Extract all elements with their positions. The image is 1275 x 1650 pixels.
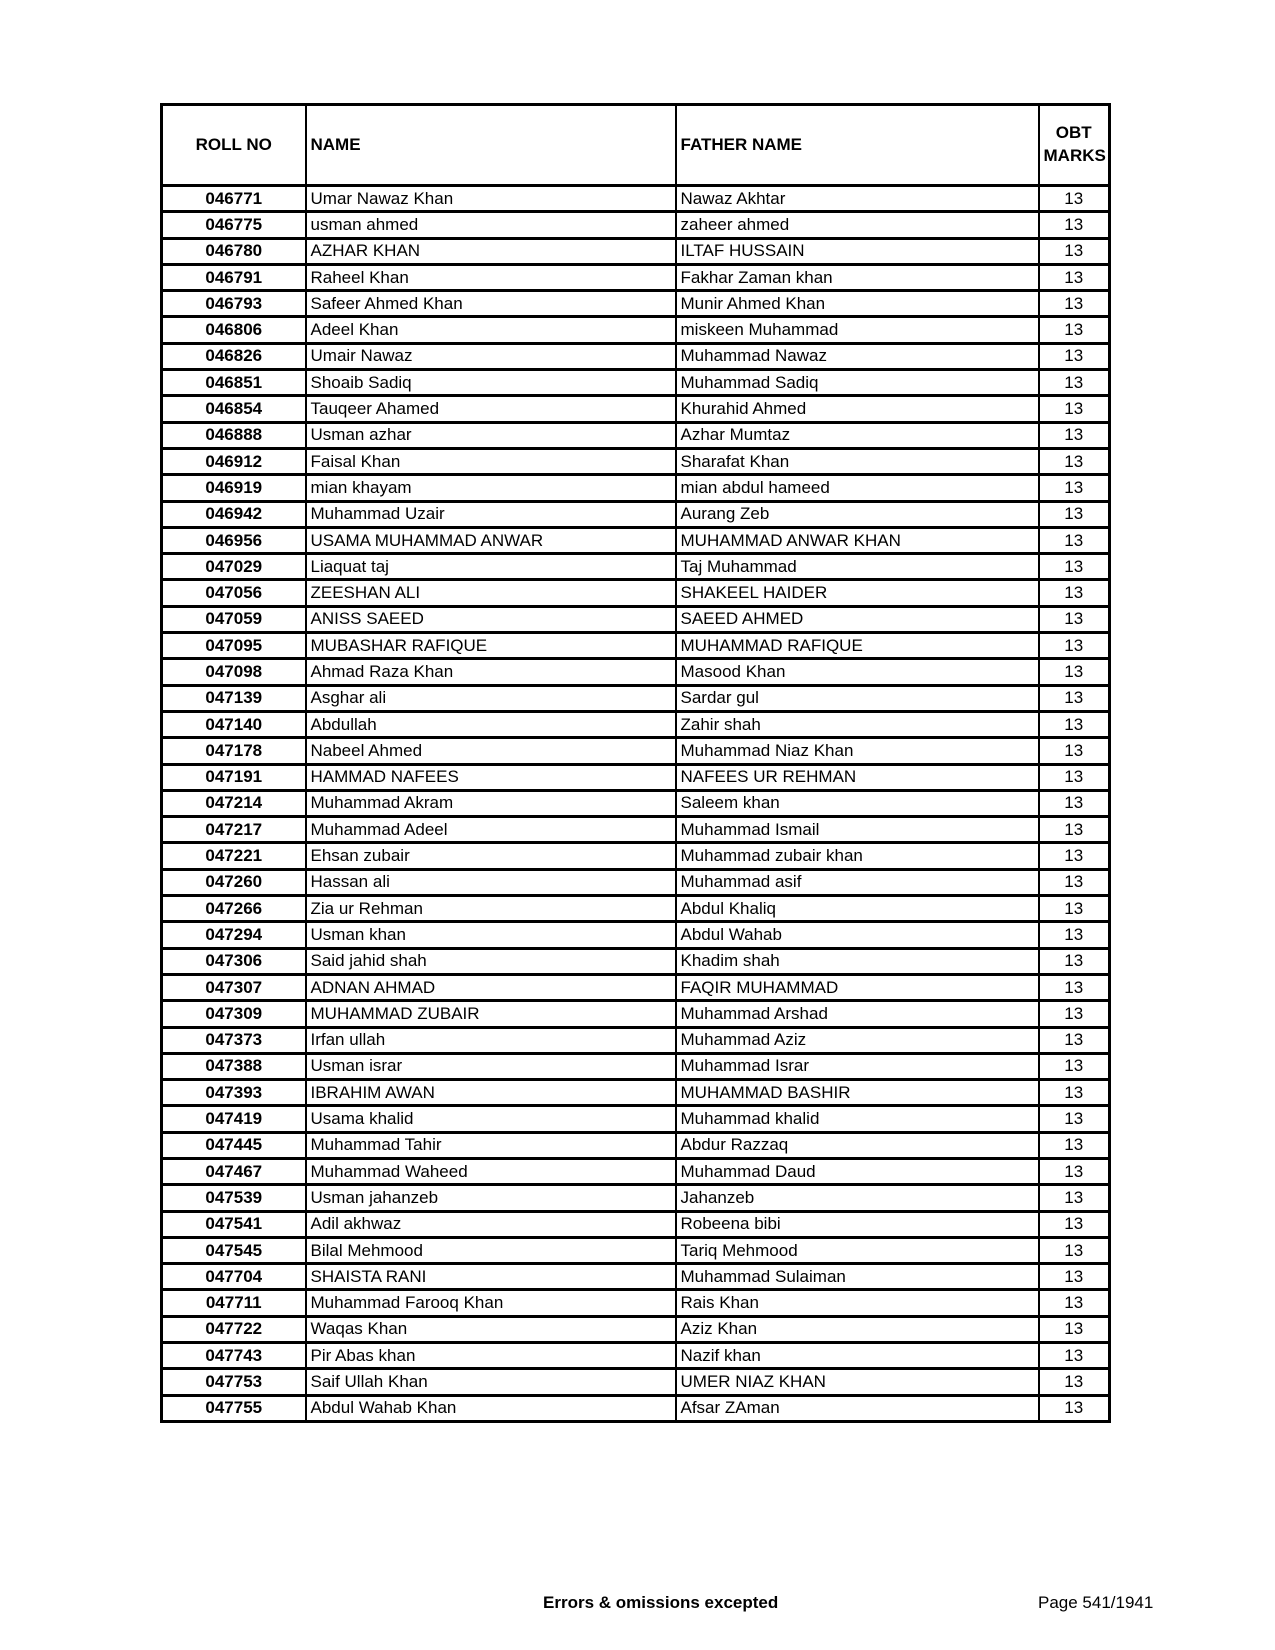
name-cell: Shoaib Sadiq <box>306 370 676 396</box>
table-header <box>162 105 1110 186</box>
father-name-cell: Muhammad Niaz Khan <box>676 738 1039 764</box>
obt-marks-cell: 13 <box>1039 764 1110 790</box>
father-name-cell: Khadim shah <box>676 948 1039 974</box>
roll-no-cell: 047309 <box>162 1001 306 1027</box>
table-row <box>162 790 1110 816</box>
obt-marks-cell: 13 <box>1039 1027 1110 1053</box>
name-cell: Asghar ali <box>306 685 676 711</box>
header-row <box>162 105 1110 186</box>
roll-no-cell: 047095 <box>162 633 306 659</box>
table-row <box>162 1080 1110 1106</box>
name-cell: Umair Nawaz <box>306 343 676 369</box>
obt-marks-cell: 13 <box>1039 1343 1110 1369</box>
obt-marks-cell: 13 <box>1039 1185 1110 1211</box>
name-cell: Muhammad Uzair <box>306 501 676 527</box>
table-row <box>162 1264 1110 1290</box>
roll-no-cell: 046912 <box>162 448 306 474</box>
father-name-cell: Aziz Khan <box>676 1316 1039 1342</box>
roll-no-cell: 047711 <box>162 1290 306 1316</box>
name-cell: Abdullah <box>306 711 676 737</box>
father-name-cell: MUHAMMAD BASHIR <box>676 1080 1039 1106</box>
roll-no-cell: 046793 <box>162 291 306 317</box>
name-cell: ADNAN AHMAD <box>306 974 676 1000</box>
table-row <box>162 317 1110 343</box>
obt-marks-cell: 13 <box>1039 843 1110 869</box>
father-name-cell: Sharafat Khan <box>676 448 1039 474</box>
roll-no-cell: 047419 <box>162 1106 306 1132</box>
table-row <box>162 659 1110 685</box>
name-cell: Ehsan zubair <box>306 843 676 869</box>
name-cell: Safeer Ahmed Khan <box>306 291 676 317</box>
obt-marks-cell: 13 <box>1039 1316 1110 1342</box>
name-cell: Faisal Khan <box>306 448 676 474</box>
name-cell: MUHAMMAD ZUBAIR <box>306 1001 676 1027</box>
table-row <box>162 1001 1110 1027</box>
father-name-cell: Khurahid Ahmed <box>676 396 1039 422</box>
father-name-cell: UMER NIAZ KHAN <box>676 1369 1039 1395</box>
name-cell: Muhammad Farooq Khan <box>306 1290 676 1316</box>
roll-no-cell: 047306 <box>162 948 306 974</box>
table-row <box>162 1395 1110 1421</box>
roll-no-cell: 046942 <box>162 501 306 527</box>
obt-marks-cell: 13 <box>1039 1395 1110 1421</box>
table-row <box>162 869 1110 895</box>
father-name-cell: Tariq Mehmood <box>676 1237 1039 1263</box>
obt-marks-cell: 13 <box>1039 896 1110 922</box>
roll-no-cell: 047214 <box>162 790 306 816</box>
roll-no-cell: 046919 <box>162 475 306 501</box>
name-cell: Nabeel Ahmed <box>306 738 676 764</box>
father-name-cell: Muhammad Aziz <box>676 1027 1039 1053</box>
header-roll-no: ROLL NO <box>162 105 306 186</box>
father-name-cell: Zahir shah <box>676 711 1039 737</box>
roll-no-cell: 047704 <box>162 1264 306 1290</box>
name-cell: Tauqeer Ahamed <box>306 396 676 422</box>
table-row <box>162 264 1110 290</box>
roll-no-cell: 046851 <box>162 370 306 396</box>
obt-marks-cell: 13 <box>1039 1290 1110 1316</box>
obt-marks-cell: 13 <box>1039 422 1110 448</box>
name-cell: IBRAHIM AWAN <box>306 1080 676 1106</box>
table-row <box>162 1106 1110 1132</box>
obt-marks-cell: 13 <box>1039 475 1110 501</box>
name-cell: AZHAR KHAN <box>306 238 676 264</box>
roll-no-cell: 047388 <box>162 1053 306 1079</box>
roll-no-cell: 047541 <box>162 1211 306 1237</box>
father-name-cell: Afsar ZAman <box>676 1395 1039 1421</box>
table-row <box>162 238 1110 264</box>
header-father-name: FATHER NAME <box>676 105 1039 186</box>
obt-marks-cell: 13 <box>1039 396 1110 422</box>
name-cell: ANISS SAEED <box>306 606 676 632</box>
name-cell: Abdul Wahab Khan <box>306 1395 676 1421</box>
obt-marks-cell: 13 <box>1039 554 1110 580</box>
name-cell: usman ahmed <box>306 212 676 238</box>
roll-no-cell: 046806 <box>162 317 306 343</box>
table-row <box>162 711 1110 737</box>
footer-note: Errors & omissions excepted <box>543 1593 779 1612</box>
father-name-cell: Saleem khan <box>676 790 1039 816</box>
obt-marks-cell: 13 <box>1039 186 1110 212</box>
roll-no-cell: 047722 <box>162 1316 306 1342</box>
name-cell: Hassan ali <box>306 869 676 895</box>
roll-no-cell: 047140 <box>162 711 306 737</box>
name-cell: Muhammad Akram <box>306 790 676 816</box>
table-body <box>162 186 1110 1422</box>
obt-marks-cell: 13 <box>1039 1237 1110 1263</box>
roll-no-cell: 047539 <box>162 1185 306 1211</box>
obt-marks-cell: 13 <box>1039 738 1110 764</box>
table-row <box>162 948 1110 974</box>
roll-no-cell: 047545 <box>162 1237 306 1263</box>
table-row <box>162 422 1110 448</box>
roll-no-cell: 047139 <box>162 685 306 711</box>
obt-marks-cell: 13 <box>1039 1369 1110 1395</box>
obt-marks-cell: 13 <box>1039 212 1110 238</box>
table-row <box>162 974 1110 1000</box>
name-cell: Ahmad Raza Khan <box>306 659 676 685</box>
obt-marks-cell: 13 <box>1039 817 1110 843</box>
table-row <box>162 527 1110 553</box>
obt-marks-cell: 13 <box>1039 1106 1110 1132</box>
roll-no-cell: 047393 <box>162 1080 306 1106</box>
obt-marks-cell: 13 <box>1039 974 1110 1000</box>
father-name-cell: Masood Khan <box>676 659 1039 685</box>
obt-marks-cell: 13 <box>1039 1080 1110 1106</box>
father-name-cell: Muhammad Sadiq <box>676 370 1039 396</box>
name-cell: Adil akhwaz <box>306 1211 676 1237</box>
obt-marks-cell: 13 <box>1039 659 1110 685</box>
table-row <box>162 1132 1110 1158</box>
table-row <box>162 896 1110 922</box>
roll-no-cell: 047059 <box>162 606 306 632</box>
obt-marks-cell: 13 <box>1039 1158 1110 1184</box>
father-name-cell: Muhammad Nawaz <box>676 343 1039 369</box>
name-cell: Usman khan <box>306 922 676 948</box>
table-row <box>162 1211 1110 1237</box>
roll-no-cell: 047755 <box>162 1395 306 1421</box>
table-row <box>162 633 1110 659</box>
roll-no-cell: 046826 <box>162 343 306 369</box>
roll-no-cell: 046854 <box>162 396 306 422</box>
obt-marks-cell: 13 <box>1039 711 1110 737</box>
father-name-cell: Taj Muhammad <box>676 554 1039 580</box>
father-name-cell: Azhar Mumtaz <box>676 422 1039 448</box>
name-cell: Usman israr <box>306 1053 676 1079</box>
name-cell: Adeel Khan <box>306 317 676 343</box>
obt-marks-cell: 13 <box>1039 1053 1110 1079</box>
roll-no-cell: 046791 <box>162 264 306 290</box>
obt-marks-cell: 13 <box>1039 448 1110 474</box>
roll-no-cell: 047056 <box>162 580 306 606</box>
roll-no-cell: 047294 <box>162 922 306 948</box>
table-row <box>162 738 1110 764</box>
roll-no-cell: 047191 <box>162 764 306 790</box>
roll-no-cell: 046780 <box>162 238 306 264</box>
name-cell: ZEESHAN ALI <box>306 580 676 606</box>
table-row <box>162 475 1110 501</box>
father-name-cell: MUHAMMAD ANWAR KHAN <box>676 527 1039 553</box>
obt-marks-cell: 13 <box>1039 527 1110 553</box>
obt-marks-cell: 13 <box>1039 291 1110 317</box>
father-name-cell: Abdur Razzaq <box>676 1132 1039 1158</box>
obt-marks-cell: 13 <box>1039 922 1110 948</box>
father-name-cell: Muhammad Sulaiman <box>676 1264 1039 1290</box>
roll-no-cell: 047373 <box>162 1027 306 1053</box>
obt-marks-cell: 13 <box>1039 238 1110 264</box>
name-cell: Muhammad Tahir <box>306 1132 676 1158</box>
name-cell: Said jahid shah <box>306 948 676 974</box>
name-cell: Zia ur Rehman <box>306 896 676 922</box>
father-name-cell: Muhammad Ismail <box>676 817 1039 843</box>
father-name-cell: MUHAMMAD RAFIQUE <box>676 633 1039 659</box>
name-cell: Waqas Khan <box>306 1316 676 1342</box>
father-name-cell: NAFEES UR REHMAN <box>676 764 1039 790</box>
father-name-cell: Muhammad zubair khan <box>676 843 1039 869</box>
name-cell: Bilal Mehmood <box>306 1237 676 1263</box>
table-row <box>162 843 1110 869</box>
table-row <box>162 922 1110 948</box>
name-cell: Usman jahanzeb <box>306 1185 676 1211</box>
father-name-cell: Muhammad Daud <box>676 1158 1039 1184</box>
table-row <box>162 212 1110 238</box>
father-name-cell: Muhammad Arshad <box>676 1001 1039 1027</box>
roll-no-cell: 047029 <box>162 554 306 580</box>
roll-no-cell: 047221 <box>162 843 306 869</box>
name-cell: Usama khalid <box>306 1106 676 1132</box>
father-name-cell: Munir Ahmed Khan <box>676 291 1039 317</box>
name-cell: Liaquat taj <box>306 554 676 580</box>
table-row <box>162 580 1110 606</box>
roll-no-cell: 047743 <box>162 1343 306 1369</box>
name-cell: mian khayam <box>306 475 676 501</box>
obt-marks-cell: 13 <box>1039 790 1110 816</box>
roll-no-cell: 047266 <box>162 896 306 922</box>
roll-no-cell: 047260 <box>162 869 306 895</box>
father-name-cell: Muhammad asif <box>676 869 1039 895</box>
obt-marks-cell: 13 <box>1039 1132 1110 1158</box>
name-cell: Pir Abas khan <box>306 1343 676 1369</box>
father-name-cell: Abdul Khaliq <box>676 896 1039 922</box>
table-row <box>162 1027 1110 1053</box>
father-name-cell: Rais Khan <box>676 1290 1039 1316</box>
roll-no-cell: 047445 <box>162 1132 306 1158</box>
obt-marks-cell: 13 <box>1039 685 1110 711</box>
roll-no-cell: 047753 <box>162 1369 306 1395</box>
table-row <box>162 1369 1110 1395</box>
father-name-cell: miskeen Muhammad <box>676 317 1039 343</box>
name-cell: Muhammad Waheed <box>306 1158 676 1184</box>
table-row <box>162 291 1110 317</box>
name-cell: Irfan ullah <box>306 1027 676 1053</box>
name-cell: MUBASHAR RAFIQUE <box>306 633 676 659</box>
obt-marks-cell: 13 <box>1039 580 1110 606</box>
table-row <box>162 606 1110 632</box>
father-name-cell: Aurang Zeb <box>676 501 1039 527</box>
obt-marks-cell: 13 <box>1039 1001 1110 1027</box>
roll-no-cell: 047467 <box>162 1158 306 1184</box>
table-row <box>162 1237 1110 1263</box>
roll-no-cell: 047217 <box>162 817 306 843</box>
obt-marks-cell: 13 <box>1039 1211 1110 1237</box>
roll-no-cell: 047307 <box>162 974 306 1000</box>
name-cell: Usman azhar <box>306 422 676 448</box>
name-cell: Umar Nawaz Khan <box>306 186 676 212</box>
father-name-cell: Fakhar Zaman khan <box>676 264 1039 290</box>
name-cell: Saif Ullah Khan <box>306 1369 676 1395</box>
header-obt-marks: OBT MARKS <box>1039 105 1110 186</box>
father-name-cell: mian abdul hameed <box>676 475 1039 501</box>
roll-no-cell: 046775 <box>162 212 306 238</box>
father-name-cell: Nawaz Akhtar <box>676 186 1039 212</box>
name-cell: USAMA MUHAMMAD ANWAR <box>306 527 676 553</box>
obt-marks-cell: 13 <box>1039 264 1110 290</box>
father-name-cell: SAEED AHMED <box>676 606 1039 632</box>
roll-no-cell: 046888 <box>162 422 306 448</box>
header-name: NAME <box>306 105 676 186</box>
table-row <box>162 186 1110 212</box>
obt-marks-cell: 13 <box>1039 317 1110 343</box>
obt-marks-cell: 13 <box>1039 370 1110 396</box>
obt-marks-cell: 13 <box>1039 1264 1110 1290</box>
father-name-cell: zaheer ahmed <box>676 212 1039 238</box>
table-row <box>162 448 1110 474</box>
table-row <box>162 554 1110 580</box>
table-row <box>162 817 1110 843</box>
table-row <box>162 764 1110 790</box>
table-row <box>162 396 1110 422</box>
table-row <box>162 1316 1110 1342</box>
father-name-cell: Sardar gul <box>676 685 1039 711</box>
table-row <box>162 1290 1110 1316</box>
roll-no-cell: 046771 <box>162 186 306 212</box>
father-name-cell: Muhammad Israr <box>676 1053 1039 1079</box>
page-number: Page 541/1941 <box>1038 1593 1154 1612</box>
father-name-cell: Muhammad khalid <box>676 1106 1039 1132</box>
obt-marks-cell: 13 <box>1039 606 1110 632</box>
results-table <box>160 103 1111 1423</box>
obt-marks-cell: 13 <box>1039 633 1110 659</box>
table-row <box>162 1185 1110 1211</box>
table-row <box>162 370 1110 396</box>
roll-no-cell: 047178 <box>162 738 306 764</box>
table-row <box>162 1053 1110 1079</box>
father-name-cell: SHAKEEL HAIDER <box>676 580 1039 606</box>
table-row <box>162 1343 1110 1369</box>
obt-marks-cell: 13 <box>1039 869 1110 895</box>
father-name-cell: FAQIR MUHAMMAD <box>676 974 1039 1000</box>
obt-marks-cell: 13 <box>1039 948 1110 974</box>
father-name-cell: Abdul Wahab <box>676 922 1039 948</box>
obt-marks-cell: 13 <box>1039 501 1110 527</box>
table-row <box>162 1158 1110 1184</box>
roll-no-cell: 047098 <box>162 659 306 685</box>
father-name-cell: Robeena bibi <box>676 1211 1039 1237</box>
obt-marks-cell: 13 <box>1039 343 1110 369</box>
table-row <box>162 343 1110 369</box>
father-name-cell: Jahanzeb <box>676 1185 1039 1211</box>
father-name-cell: ILTAF HUSSAIN <box>676 238 1039 264</box>
table-row <box>162 501 1110 527</box>
name-cell: HAMMAD NAFEES <box>306 764 676 790</box>
father-name-cell: Nazif khan <box>676 1343 1039 1369</box>
roll-no-cell: 046956 <box>162 527 306 553</box>
name-cell: Muhammad Adeel <box>306 817 676 843</box>
name-cell: Raheel Khan <box>306 264 676 290</box>
table-row <box>162 685 1110 711</box>
name-cell: SHAISTA RANI <box>306 1264 676 1290</box>
